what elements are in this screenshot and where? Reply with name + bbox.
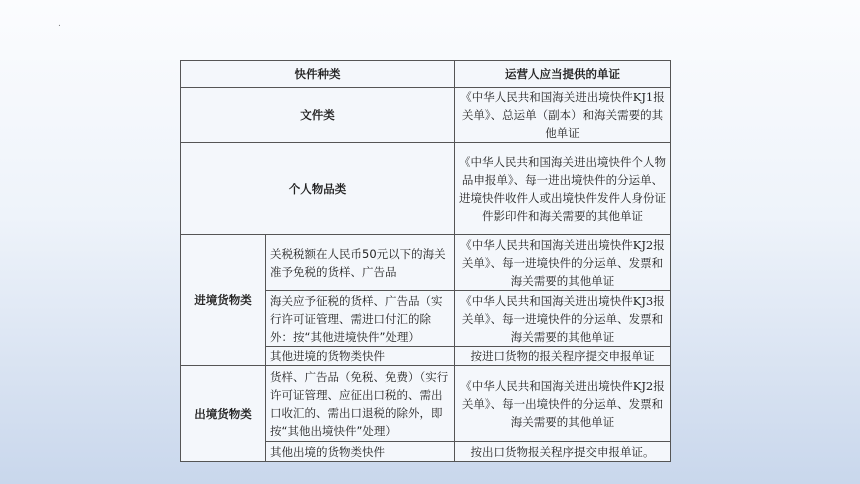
- express-documents-table: [180, 60, 671, 462]
- subcategory-cell: 关税税额在人民币50元以下的海关准予免税的货样、广告品: [266, 235, 455, 291]
- documents-cell: 按进口货物的报关程序提交申报单证: [455, 347, 671, 366]
- subcategory-cell: 海关应予征税的货样、广告品（实行许可证管理、需进口付汇的除外：按“其他进境快件”处理）: [266, 291, 455, 347]
- category-personal-items: 个人物品类: [181, 143, 455, 235]
- table-row: [181, 366, 671, 442]
- subcategory-cell: 其他进境的货物类快件: [266, 347, 455, 366]
- table-row: [181, 143, 671, 235]
- category-outbound-goods: 出境货物类: [181, 366, 266, 462]
- documents-cell: 《中华人民共和国海关进出境快件个人物品申报单》、每一进出境快件的分运单、进境快件收件人或出境快件发件人身份证件影印件和海关需要的其他单证: [455, 143, 671, 235]
- subcategory-cell: 其他出境的货物类快件: [266, 442, 455, 462]
- documents-cell: 按出口货物报关程序提交申报单证。: [455, 442, 671, 462]
- table-header-row: [181, 61, 671, 88]
- category-documents: 文件类: [181, 88, 455, 143]
- documents-cell: 《中华人民共和国海关进出境快件KJ3报关单》、每一进境快件的分运单、发票和海关需要的其他单证: [455, 291, 671, 347]
- header-required-documents: 运营人应当提供的单证: [455, 61, 671, 88]
- table-row: [181, 88, 671, 143]
- category-inbound-goods: 进境货物类: [181, 235, 266, 366]
- documents-cell: 《中华人民共和国海关进出境快件KJ2报关单》、每一出境快件的分运单、发票和海关需要的其他单证: [455, 366, 671, 442]
- header-express-type: 快件种类: [181, 61, 455, 88]
- table-row: [181, 235, 671, 291]
- documents-cell: 《中华人民共和国海关进出境快件KJ1报关单》、总运单（副本）和海关需要的其他单证: [455, 88, 671, 143]
- subcategory-cell: 货样、广告品（免税、免费）（实行许可证管理、应征出口税的、需出口收汇的、需出口退税的除外，即按“其他出境快件”处理）: [266, 366, 455, 442]
- documents-cell: 《中华人民共和国海关进出境快件KJ2报关单》、每一进境快件的分运单、发票和海关需要的其他单证: [455, 235, 671, 291]
- decorative-dot: .: [58, 19, 61, 29]
